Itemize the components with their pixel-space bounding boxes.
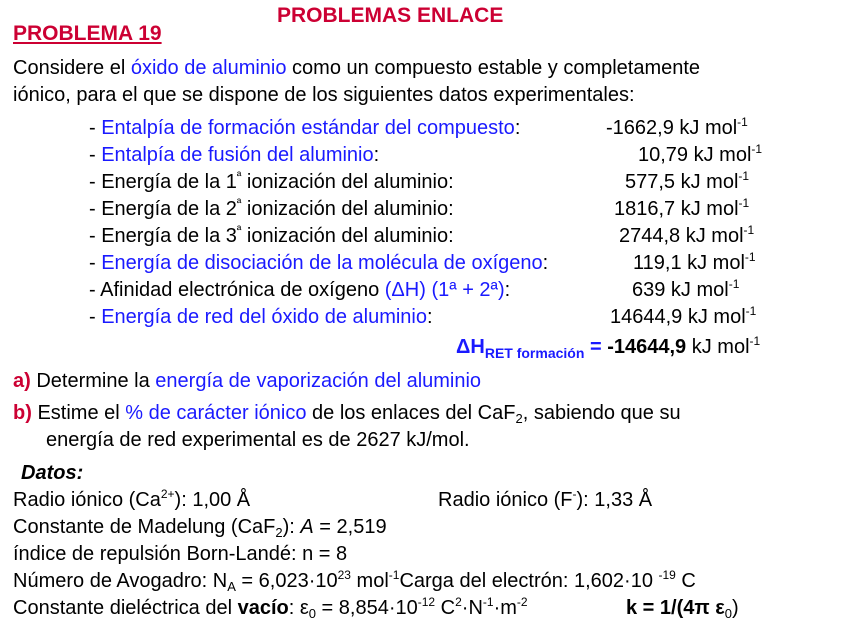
problem-label: PROBLEMA 19 [13,22,162,45]
data-label: Energía de disociación de la molécula de oxígeno [101,252,543,274]
datos-text: ·N [461,597,483,619]
subscript: A [227,579,236,594]
datos-text: C [675,570,696,592]
datos-text: = 6,023·10 [235,570,338,592]
avogadro [13,568,696,595]
page-title: PROBLEMAS ENLACE [277,4,504,27]
data-label: Entalpía de fusión del aluminio [101,144,374,166]
question-text: , sabiendo que su [522,402,681,424]
data-label: (ΔH) (1ª + 2ª) [384,279,505,301]
data-row [89,225,454,248]
row-text: - Energía de la 3 [89,225,237,247]
datos-text: mol [350,570,389,592]
value-text: -1662,9 kJ mol [606,117,738,139]
result-unit: kJ mol [686,336,750,358]
data-value [633,252,756,275]
subscript: 2 [515,411,523,426]
datos-text: ): [282,516,301,538]
radio-f [438,487,652,514]
question-b-line-2: energía de red experimental es de 2627 kJ/mol. [46,429,470,451]
symbol-a: A [300,516,314,538]
data-value [632,279,739,302]
superscript: 23 [337,568,351,582]
dash: - [89,306,102,328]
question-text: de los enlaces del CaF [306,402,516,424]
superscript: -19 [658,568,676,582]
intro-text: Considere el [13,57,131,79]
exponent: -1 [744,250,756,264]
value-text: 10,79 kJ mol [638,144,752,166]
dash: - [89,144,102,166]
k-formula: k = 1/(4π ε [626,597,725,619]
data-value [619,225,754,248]
intro-line-2: iónico, para el que se dispone de los siguientes datos experimentales: [13,84,635,106]
value-text: 1816,7 kJ mol [614,198,739,220]
data-value [625,171,749,194]
colon: : [542,252,549,274]
datos-text: ): 1,33 Å [576,489,653,511]
datos-title: Datos: [21,462,84,484]
delta-h: ΔH [456,336,485,358]
datos-text: Constante dieléctrica del [13,597,238,619]
datos-text: : ε [288,597,309,619]
superscript: -2 [516,595,528,609]
data-row [89,117,520,140]
subscript: 0 [308,606,316,621]
datos-text: Radio iónico (F [438,489,573,511]
datos-text: ·m [493,597,517,619]
datos-text: ) [731,597,739,619]
data-row [89,198,454,221]
exponent: -1 [728,277,740,291]
radio-ca [13,487,250,514]
compound-highlight: óxido de aluminio [130,57,287,79]
colon: : [427,306,433,328]
data-value [606,117,748,140]
question-b [13,400,681,427]
born-lande: índice de repulsión Born-Landé: n = 8 [13,543,348,565]
row-text: - Afinidad electrónica de oxígeno [89,279,385,301]
exponent: -1 [749,334,761,348]
data-row [89,144,379,167]
data-row [89,252,548,275]
dash: - [89,117,102,139]
row-text: ionización del aluminio: [241,225,454,247]
colon: : [514,117,521,139]
exponent: -1 [737,115,748,129]
value-text: 2744,8 kJ mol [619,225,744,247]
datos-text: Carga del electrón: 1,602·10 [399,570,659,592]
question-label: b) [13,402,32,424]
exponent: -1 [738,196,750,210]
datos-text: Número de Avogadro: N [13,570,228,592]
exponent: -1 [738,169,750,183]
superscript: 2 [455,595,462,609]
colon: : [373,144,380,166]
question-a [13,368,481,395]
datos-text: ): 1,00 Å [174,489,251,511]
ordinal: ª [236,196,242,210]
datos-text: = 8,854·10 [316,597,418,619]
subscript: 2 [275,525,283,540]
vacio-bold: vacío [237,597,289,619]
data-label: Energía de red del óxido de aluminio [101,306,427,328]
exponent: -1 [745,304,757,318]
datos-text: Constante de Madelung (CaF [13,516,276,538]
row-text: - Energía de la 2 [89,198,237,220]
data-value [638,144,762,167]
intro-line-1 [13,55,700,82]
data-value [614,198,749,221]
datos-text: = 2,519 [313,516,387,538]
datos-text: C [435,597,456,619]
superscript: 2+ [160,487,175,501]
row-text: ionización del aluminio: [241,171,454,193]
value-text: 14644,9 kJ mol [610,306,746,328]
dielectric [13,595,528,622]
question-highlight: energía de vaporización del aluminio [155,370,482,392]
superscript: - [572,487,577,501]
intro-text: como un compuesto estable y completamente [286,57,701,79]
result-value: -14644,9 [607,336,687,358]
dash: - [89,252,102,274]
row-text: ionización del aluminio: [241,198,454,220]
data-value [610,306,756,329]
question-text: Determine la [30,370,156,392]
exponent: -1 [751,142,763,156]
superscript: -12 [417,595,436,609]
delta-h-subscript: RET formación [484,345,585,361]
ordinal: ª [236,169,242,183]
question-text: Estime el [31,402,126,424]
data-row [89,306,433,329]
ordinal: ª [236,223,242,237]
equals-sign: = [584,336,608,358]
value-text: 119,1 kJ mol [633,252,745,274]
exponent: -1 [743,223,755,237]
subscript: 0 [724,606,732,621]
superscript: -1 [482,595,494,609]
datos-text: Radio iónico (Ca [13,489,161,511]
result-line [456,336,760,359]
value-text: 639 kJ mol [632,279,729,301]
question-label: a) [13,370,31,392]
row-text: : [504,279,511,301]
question-highlight: % de carácter iónico [125,402,307,424]
madelung [13,514,387,541]
value-text: 577,5 kJ mol [625,171,739,193]
data-label: Entalpía de formación estándar del compuesto [101,117,515,139]
coulomb-k [626,595,739,622]
superscript: -1 [388,568,400,582]
data-row [89,171,454,194]
data-row [89,279,510,302]
row-text: - Energía de la 1 [89,171,237,193]
